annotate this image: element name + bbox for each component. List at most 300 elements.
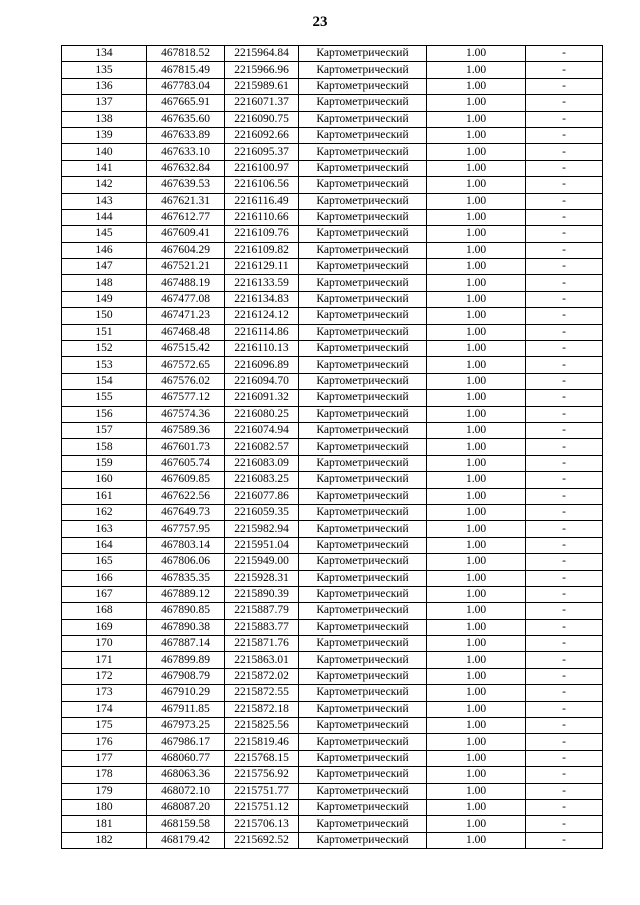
table-row [62, 357, 603, 373]
accuracy-cell: 1.00 [427, 357, 526, 373]
y-coordinate-cell: 2215951.04 [225, 537, 299, 553]
table-row [62, 324, 603, 340]
method-cell: Картометрический [299, 504, 427, 520]
accuracy-cell: 1.00 [427, 193, 526, 209]
table-row [62, 685, 603, 701]
x-coordinate-cell: 468159.58 [147, 816, 225, 832]
accuracy-cell: 1.00 [427, 291, 526, 307]
method-cell: Картометрический [299, 701, 427, 717]
y-coordinate-cell: 2215871.76 [225, 636, 299, 652]
x-coordinate-cell: 467633.89 [147, 127, 225, 143]
accuracy-cell: 1.00 [427, 586, 526, 602]
x-coordinate-cell: 467757.95 [147, 521, 225, 537]
note-cell: - [526, 783, 603, 799]
accuracy-cell: 1.00 [427, 750, 526, 766]
note-cell: - [526, 177, 603, 193]
table-row [62, 275, 603, 291]
note-cell: - [526, 95, 603, 111]
y-coordinate-cell: 2216071.37 [225, 95, 299, 111]
method-cell: Картометрический [299, 455, 427, 471]
accuracy-cell: 1.00 [427, 390, 526, 406]
note-cell: - [526, 193, 603, 209]
y-coordinate-cell: 2215751.77 [225, 783, 299, 799]
y-coordinate-cell: 2216094.70 [225, 373, 299, 389]
y-coordinate-cell: 2216110.66 [225, 209, 299, 225]
table-row [62, 734, 603, 750]
y-coordinate-cell: 2215863.01 [225, 652, 299, 668]
y-coordinate-cell: 2216092.66 [225, 127, 299, 143]
note-cell: - [526, 504, 603, 520]
accuracy-cell: 1.00 [427, 46, 526, 62]
y-coordinate-cell: 2216090.75 [225, 111, 299, 127]
x-coordinate-cell: 467818.52 [147, 46, 225, 62]
table-row [62, 390, 603, 406]
accuracy-cell: 1.00 [427, 209, 526, 225]
point-number-cell: 153 [62, 357, 147, 373]
y-coordinate-cell: 2215706.13 [225, 816, 299, 832]
note-cell: - [526, 308, 603, 324]
note-cell: - [526, 373, 603, 389]
y-coordinate-cell: 2215872.55 [225, 685, 299, 701]
note-cell: - [526, 799, 603, 815]
y-coordinate-cell: 2216074.94 [225, 422, 299, 438]
note-cell: - [526, 259, 603, 275]
method-cell: Картометрический [299, 46, 427, 62]
accuracy-cell: 1.00 [427, 144, 526, 160]
x-coordinate-cell: 467803.14 [147, 537, 225, 553]
table-row [62, 177, 603, 193]
x-coordinate-cell: 467601.73 [147, 439, 225, 455]
y-coordinate-cell: 2215883.77 [225, 619, 299, 635]
x-coordinate-cell: 467521.21 [147, 259, 225, 275]
accuracy-cell: 1.00 [427, 111, 526, 127]
accuracy-cell: 1.00 [427, 341, 526, 357]
method-cell: Картометрический [299, 78, 427, 94]
accuracy-cell: 1.00 [427, 636, 526, 652]
note-cell: - [526, 570, 603, 586]
table-row [62, 636, 603, 652]
y-coordinate-cell: 2215756.92 [225, 767, 299, 783]
accuracy-cell: 1.00 [427, 95, 526, 111]
y-coordinate-cell: 2216110.13 [225, 341, 299, 357]
note-cell: - [526, 488, 603, 504]
accuracy-cell: 1.00 [427, 685, 526, 701]
method-cell: Картометрический [299, 799, 427, 815]
point-number-cell: 142 [62, 177, 147, 193]
accuracy-cell: 1.00 [427, 718, 526, 734]
accuracy-cell: 1.00 [427, 455, 526, 471]
method-cell: Картометрический [299, 734, 427, 750]
note-cell: - [526, 78, 603, 94]
accuracy-cell: 1.00 [427, 767, 526, 783]
x-coordinate-cell: 468063.36 [147, 767, 225, 783]
note-cell: - [526, 636, 603, 652]
point-number-cell: 165 [62, 554, 147, 570]
table-row [62, 783, 603, 799]
accuracy-cell: 1.00 [427, 570, 526, 586]
point-number-cell: 171 [62, 652, 147, 668]
x-coordinate-cell: 467973.25 [147, 718, 225, 734]
x-coordinate-cell: 467649.73 [147, 504, 225, 520]
y-coordinate-cell: 2215964.84 [225, 46, 299, 62]
y-coordinate-cell: 2216080.25 [225, 406, 299, 422]
accuracy-cell: 1.00 [427, 554, 526, 570]
method-cell: Картометрический [299, 144, 427, 160]
x-coordinate-cell: 467576.02 [147, 373, 225, 389]
table-row [62, 488, 603, 504]
y-coordinate-cell: 2216077.86 [225, 488, 299, 504]
method-cell: Картометрический [299, 127, 427, 143]
note-cell: - [526, 832, 603, 848]
note-cell: - [526, 685, 603, 701]
table-row [62, 341, 603, 357]
point-number-cell: 139 [62, 127, 147, 143]
point-number-cell: 154 [62, 373, 147, 389]
point-number-cell: 173 [62, 685, 147, 701]
accuracy-cell: 1.00 [427, 78, 526, 94]
point-number-cell: 155 [62, 390, 147, 406]
table-row [62, 554, 603, 570]
y-coordinate-cell: 2215949.00 [225, 554, 299, 570]
accuracy-cell: 1.00 [427, 160, 526, 176]
table-row [62, 455, 603, 471]
point-number-cell: 134 [62, 46, 147, 62]
y-coordinate-cell: 2215819.46 [225, 734, 299, 750]
y-coordinate-cell: 2216083.09 [225, 455, 299, 471]
point-number-cell: 169 [62, 619, 147, 635]
x-coordinate-cell: 467471.23 [147, 308, 225, 324]
method-cell: Картометрический [299, 291, 427, 307]
y-coordinate-cell: 2216109.82 [225, 242, 299, 258]
point-number-cell: 135 [62, 62, 147, 78]
table-row [62, 46, 603, 62]
note-cell: - [526, 422, 603, 438]
method-cell: Картометрический [299, 488, 427, 504]
x-coordinate-cell: 467589.36 [147, 422, 225, 438]
method-cell: Картометрический [299, 95, 427, 111]
table-row [62, 144, 603, 160]
y-coordinate-cell: 2216106.56 [225, 177, 299, 193]
accuracy-cell: 1.00 [427, 504, 526, 520]
method-cell: Картометрический [299, 652, 427, 668]
point-number-cell: 140 [62, 144, 147, 160]
x-coordinate-cell: 467515.42 [147, 341, 225, 357]
point-number-cell: 146 [62, 242, 147, 258]
table-row [62, 619, 603, 635]
x-coordinate-cell: 467633.10 [147, 144, 225, 160]
accuracy-cell: 1.00 [427, 488, 526, 504]
y-coordinate-cell: 2216116.49 [225, 193, 299, 209]
y-coordinate-cell: 2216100.97 [225, 160, 299, 176]
x-coordinate-cell: 467639.53 [147, 177, 225, 193]
note-cell: - [526, 242, 603, 258]
point-number-cell: 168 [62, 603, 147, 619]
y-coordinate-cell: 2215989.61 [225, 78, 299, 94]
x-coordinate-cell: 467621.31 [147, 193, 225, 209]
method-cell: Картометрический [299, 242, 427, 258]
note-cell: - [526, 291, 603, 307]
y-coordinate-cell: 2216091.32 [225, 390, 299, 406]
method-cell: Картометрический [299, 619, 427, 635]
method-cell: Картометрический [299, 537, 427, 553]
method-cell: Картометрический [299, 603, 427, 619]
method-cell: Картометрический [299, 422, 427, 438]
accuracy-cell: 1.00 [427, 308, 526, 324]
point-number-cell: 159 [62, 455, 147, 471]
note-cell: - [526, 652, 603, 668]
y-coordinate-cell: 2215692.52 [225, 832, 299, 848]
point-number-cell: 179 [62, 783, 147, 799]
x-coordinate-cell: 467609.41 [147, 226, 225, 242]
method-cell: Картометрический [299, 767, 427, 783]
point-number-cell: 170 [62, 636, 147, 652]
table-row [62, 603, 603, 619]
point-number-cell: 182 [62, 832, 147, 848]
accuracy-cell: 1.00 [427, 422, 526, 438]
point-number-cell: 141 [62, 160, 147, 176]
y-coordinate-cell: 2215872.02 [225, 668, 299, 684]
x-coordinate-cell: 467986.17 [147, 734, 225, 750]
table-row [62, 95, 603, 111]
x-coordinate-cell: 467899.89 [147, 652, 225, 668]
method-cell: Картометрический [299, 521, 427, 537]
point-number-cell: 175 [62, 718, 147, 734]
accuracy-cell: 1.00 [427, 259, 526, 275]
x-coordinate-cell: 467605.74 [147, 455, 225, 471]
accuracy-cell: 1.00 [427, 619, 526, 635]
page-number: 23 [312, 14, 328, 30]
table-row [62, 373, 603, 389]
y-coordinate-cell: 2216083.25 [225, 472, 299, 488]
method-cell: Картометрический [299, 226, 427, 242]
note-cell: - [526, 619, 603, 635]
x-coordinate-cell: 467609.85 [147, 472, 225, 488]
x-coordinate-cell: 467908.79 [147, 668, 225, 684]
note-cell: - [526, 160, 603, 176]
y-coordinate-cell: 2216096.89 [225, 357, 299, 373]
y-coordinate-cell: 2216133.59 [225, 275, 299, 291]
table-row [62, 406, 603, 422]
method-cell: Картометрический [299, 816, 427, 832]
point-number-cell: 163 [62, 521, 147, 537]
y-coordinate-cell: 2216129.11 [225, 259, 299, 275]
x-coordinate-cell: 467632.84 [147, 160, 225, 176]
table-row [62, 127, 603, 143]
note-cell: - [526, 46, 603, 62]
x-coordinate-cell: 467577.12 [147, 390, 225, 406]
table-row [62, 78, 603, 94]
point-number-cell: 177 [62, 750, 147, 766]
accuracy-cell: 1.00 [427, 652, 526, 668]
y-coordinate-cell: 2216082.57 [225, 439, 299, 455]
y-coordinate-cell: 2215982.94 [225, 521, 299, 537]
x-coordinate-cell: 467635.60 [147, 111, 225, 127]
x-coordinate-cell: 467665.91 [147, 95, 225, 111]
method-cell: Картометрический [299, 177, 427, 193]
table-row [62, 718, 603, 734]
x-coordinate-cell: 468179.42 [147, 832, 225, 848]
y-coordinate-cell: 2215825.56 [225, 718, 299, 734]
method-cell: Картометрический [299, 685, 427, 701]
y-coordinate-cell: 2215887.79 [225, 603, 299, 619]
note-cell: - [526, 455, 603, 471]
x-coordinate-cell: 467622.56 [147, 488, 225, 504]
table-row [62, 226, 603, 242]
method-cell: Картометрический [299, 586, 427, 602]
point-number-cell: 147 [62, 259, 147, 275]
x-coordinate-cell: 467572.65 [147, 357, 225, 373]
y-coordinate-cell: 2216095.37 [225, 144, 299, 160]
note-cell: - [526, 816, 603, 832]
y-coordinate-cell: 2216134.83 [225, 291, 299, 307]
method-cell: Картометрический [299, 390, 427, 406]
note-cell: - [526, 750, 603, 766]
note-cell: - [526, 357, 603, 373]
method-cell: Картометрический [299, 718, 427, 734]
method-cell: Картометрический [299, 341, 427, 357]
table-row [62, 570, 603, 586]
note-cell: - [526, 144, 603, 160]
method-cell: Картометрический [299, 324, 427, 340]
accuracy-cell: 1.00 [427, 603, 526, 619]
table-row [62, 160, 603, 176]
note-cell: - [526, 718, 603, 734]
table-row [62, 799, 603, 815]
x-coordinate-cell: 468072.10 [147, 783, 225, 799]
point-number-cell: 136 [62, 78, 147, 94]
note-cell: - [526, 701, 603, 717]
point-number-cell: 160 [62, 472, 147, 488]
table-row [62, 767, 603, 783]
table-row [62, 652, 603, 668]
table-row [62, 291, 603, 307]
note-cell: - [526, 767, 603, 783]
x-coordinate-cell: 468060.77 [147, 750, 225, 766]
method-cell: Картометрический [299, 275, 427, 291]
method-cell: Картометрический [299, 439, 427, 455]
note-cell: - [526, 275, 603, 291]
table-row [62, 242, 603, 258]
accuracy-cell: 1.00 [427, 668, 526, 684]
point-number-cell: 162 [62, 504, 147, 520]
y-coordinate-cell: 2215928.31 [225, 570, 299, 586]
note-cell: - [526, 406, 603, 422]
method-cell: Картометрический [299, 750, 427, 766]
point-number-cell: 164 [62, 537, 147, 553]
point-number-cell: 161 [62, 488, 147, 504]
y-coordinate-cell: 2216059.35 [225, 504, 299, 520]
method-cell: Картометрический [299, 472, 427, 488]
note-cell: - [526, 390, 603, 406]
point-number-cell: 172 [62, 668, 147, 684]
accuracy-cell: 1.00 [427, 275, 526, 291]
point-number-cell: 138 [62, 111, 147, 127]
y-coordinate-cell: 2215768.15 [225, 750, 299, 766]
point-number-cell: 166 [62, 570, 147, 586]
point-number-cell: 156 [62, 406, 147, 422]
note-cell: - [526, 111, 603, 127]
method-cell: Картометрический [299, 160, 427, 176]
x-coordinate-cell: 467574.36 [147, 406, 225, 422]
table-row [62, 521, 603, 537]
note-cell: - [526, 668, 603, 684]
accuracy-cell: 1.00 [427, 521, 526, 537]
note-cell: - [526, 586, 603, 602]
accuracy-cell: 1.00 [427, 127, 526, 143]
point-number-cell: 181 [62, 816, 147, 832]
note-cell: - [526, 226, 603, 242]
x-coordinate-cell: 467783.04 [147, 78, 225, 94]
note-cell: - [526, 537, 603, 553]
point-number-cell: 174 [62, 701, 147, 717]
coordinates-table [61, 45, 603, 849]
method-cell: Картометрический [299, 259, 427, 275]
table-row [62, 504, 603, 520]
table-row [62, 422, 603, 438]
y-coordinate-cell: 2215890.39 [225, 586, 299, 602]
note-cell: - [526, 341, 603, 357]
accuracy-cell: 1.00 [427, 832, 526, 848]
coordinates-table-body [62, 46, 603, 849]
point-number-cell: 149 [62, 291, 147, 307]
method-cell: Картометрический [299, 406, 427, 422]
table-row [62, 701, 603, 717]
table-row [62, 537, 603, 553]
note-cell: - [526, 734, 603, 750]
table-row [62, 193, 603, 209]
table-row [62, 750, 603, 766]
accuracy-cell: 1.00 [427, 406, 526, 422]
method-cell: Картометрический [299, 668, 427, 684]
method-cell: Картометрический [299, 832, 427, 848]
point-number-cell: 137 [62, 95, 147, 111]
table-row [62, 668, 603, 684]
accuracy-cell: 1.00 [427, 472, 526, 488]
point-number-cell: 151 [62, 324, 147, 340]
table-row [62, 111, 603, 127]
accuracy-cell: 1.00 [427, 799, 526, 815]
note-cell: - [526, 554, 603, 570]
x-coordinate-cell: 467911.85 [147, 701, 225, 717]
table-row [62, 209, 603, 225]
x-coordinate-cell: 467488.19 [147, 275, 225, 291]
method-cell: Картометрический [299, 193, 427, 209]
table-row [62, 472, 603, 488]
y-coordinate-cell: 2216124.12 [225, 308, 299, 324]
accuracy-cell: 1.00 [427, 701, 526, 717]
method-cell: Картометрический [299, 209, 427, 225]
note-cell: - [526, 439, 603, 455]
point-number-cell: 152 [62, 341, 147, 357]
accuracy-cell: 1.00 [427, 226, 526, 242]
table-row [62, 816, 603, 832]
method-cell: Картометрический [299, 554, 427, 570]
x-coordinate-cell: 467815.49 [147, 62, 225, 78]
point-number-cell: 176 [62, 734, 147, 750]
table-row [62, 832, 603, 848]
method-cell: Картометрический [299, 62, 427, 78]
method-cell: Картометрический [299, 373, 427, 389]
x-coordinate-cell: 467887.14 [147, 636, 225, 652]
y-coordinate-cell: 2215872.18 [225, 701, 299, 717]
table-row [62, 62, 603, 78]
accuracy-cell: 1.00 [427, 242, 526, 258]
accuracy-cell: 1.00 [427, 816, 526, 832]
method-cell: Картометрический [299, 308, 427, 324]
note-cell: - [526, 603, 603, 619]
table-row [62, 308, 603, 324]
note-cell: - [526, 209, 603, 225]
